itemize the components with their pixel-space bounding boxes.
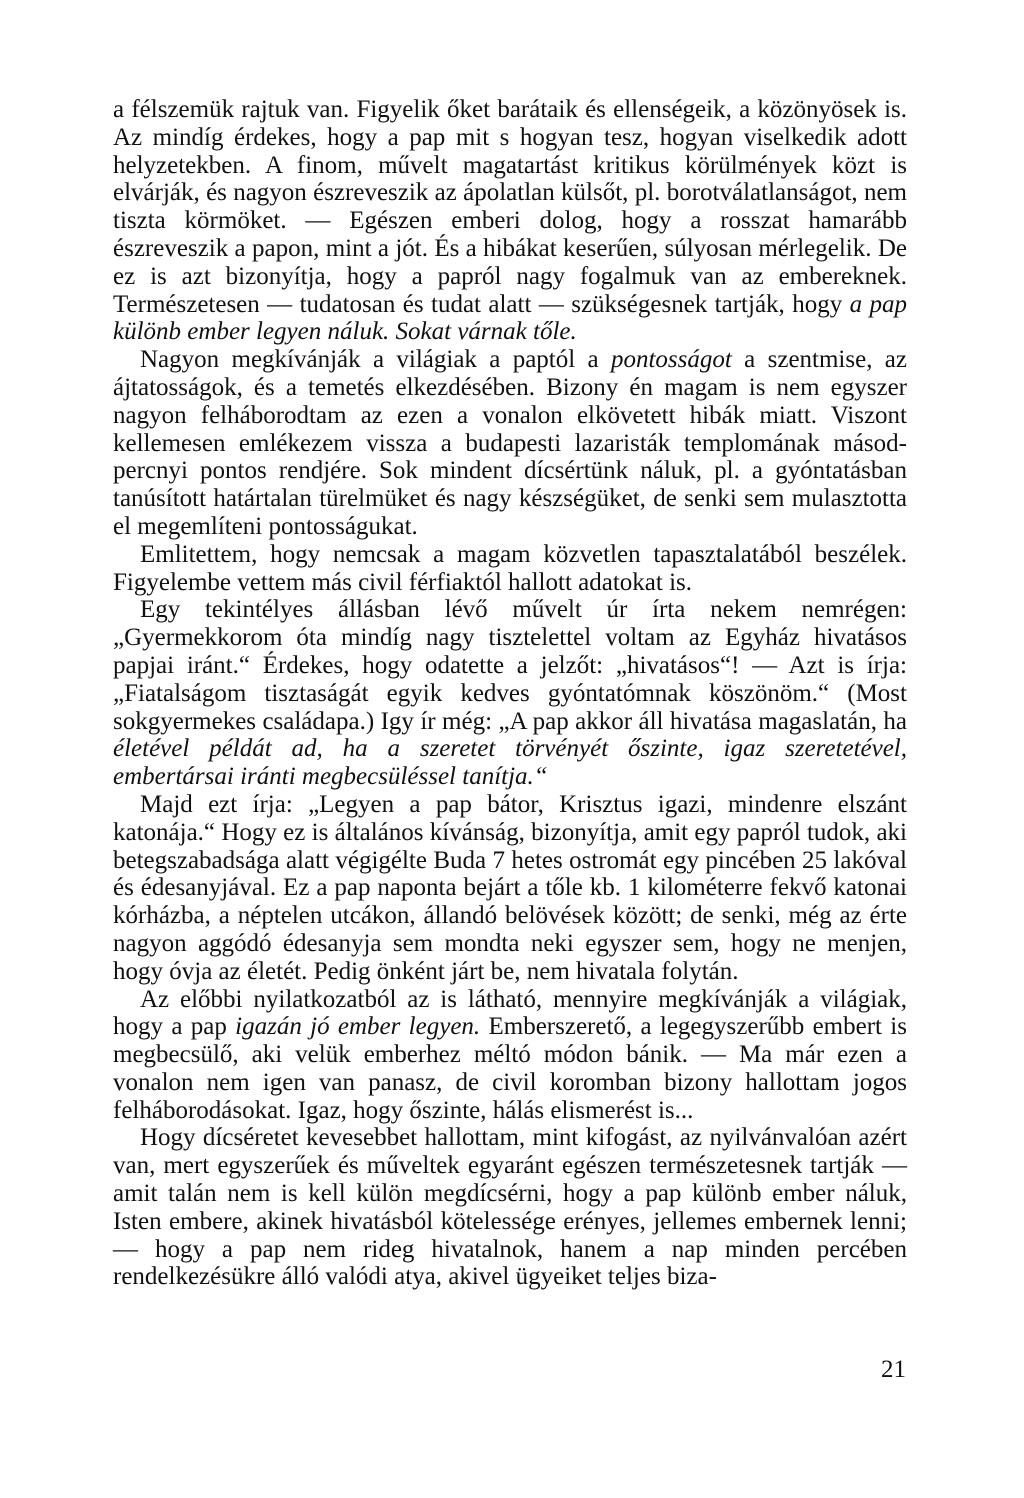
paragraph [113, 346, 907, 541]
page-body [113, 96, 907, 1291]
text-run: Majd ezt írja: „Legyen a pap bátor, Krisztus igazi, mindenre elszánt katonája.“ Hogy ez is általános kívánság, bizonyítja, amit egy papról tudok, aki betegszabadsága alatt végigélte Buda 7 hetes ostromát egy pincében 25 lakóval és édesanyjával. Ez a pap naponta bejárt a tőle kb. 1 kilométerre fekvő katonai kórházba, a néptelen utcákon, állandó belövések között; de senki, még az érte nagyon aggódó édesanyja sem mondta neki egyszer sem, hogy ne menjen, hogy óvja az életét. Pedig önként járt be, nem hivatala folytán. [113, 790, 907, 985]
paragraph [113, 1124, 907, 1291]
italic-run: igazán jó ember legyen. [235, 1013, 481, 1041]
text-run: Emlitettem, hogy nemcsak a magam közvetlen tapasztalatából beszélek. Figyelembe vettem más civil férfiaktól hallott adatokat is. [113, 540, 907, 596]
italic-run: életével példát ad, ha a szeretet törvényét őszinte, igaz szeretetével, embertársai iránti megbecsüléssel tanítja.“ [113, 735, 907, 791]
text-run: a szentmise, az ájtatosságok, és a temetés elkezdésében. Bizony én magam is nem egyszer nagyon felháborodtam az ezen a vonalon elkövetett hibák miatt. Viszont kellemesen emlékezem vissza a budapesti lazaristák templomának másodpercnyi pontos rendjére. Sok mindent dícsértünk náluk, pl. a gyóntatásban tanúsított határtalan türelmüket és nagy készségüket, de senki sem mulasztotta el megemlíteni pontosságukat. [113, 346, 907, 540]
text-run: Nagyon megkívánják a világiak a paptól a [140, 346, 611, 374]
italic-run: a pap különb ember legyen náluk. Sokat várnak tőle. [113, 290, 907, 346]
text-run: Emberszerető, a legegyszerűbb embert is megbecsülő, aki velük emberhez méltó módon bánik. — Ma már ezen a vonalon nem igen van panasz, de civil koromban bizony hallottam jogos felháborodásokat. Igaz, hogy őszinte, hálás elismerést is... [113, 1013, 907, 1124]
paragraph [113, 986, 907, 1125]
paragraph [113, 791, 907, 986]
paragraph [113, 596, 907, 791]
paragraph [113, 541, 907, 597]
paragraph [113, 96, 907, 346]
body-text [113, 96, 907, 1291]
text-run: a félszemük rajtuk van. Figyelik őket barátaik és ellenségeik, a közönyösek is. Az mindíg érdekes, hogy a pap mit s hogyan tesz, hogyan viselkedik adott helyzetekben. A finom, művelt magatartást kritikus körülmények közt is elvárják, és nagyon észreveszik az ápolatlan külsőt, pl. borotválatlanságot, nem tiszta körmöket. — Egészen emberi dolog, hogy a rosszat hamarább észreveszik a papon, mint a jót. És a hibákat keserűen, súlyosan mérlegelik. De ez is azt bizonyítja, hogy a papról nagy fogalmuk van az embereknek. Természetesen — tudatosan és tudat alatt — szükségesnek tartják, hogy [113, 96, 907, 318]
text-run: Az előbbi nyilatkozatból az is látható, mennyire megkívánják a világiak, hogy a pap [113, 985, 907, 1041]
page-number: 21 [881, 1356, 906, 1383]
text-run: Egy tekintélyes állásban lévő művelt úr írta nekem nemrégen: „Gyermekkorom óta mindíg nagy tisztelettel voltam az Egyház hivatásos papjai iránt.“ Érdekes, hogy odatette a jelzőt: „hivatásos“! — Azt is írja: „Fiatalságom tisztaságát egyik kedves gyóntatómnak köszönöm.“ (Most sokgyermekes családapa.) Igy ír még: „A pap akkor áll hivatása magaslatán, ha [113, 596, 907, 735]
text-run: Hogy dícséretet kevesebbet hallottam, mint kifogást, az nyilvánvalóan azért van, mert egyszerűek és műveltek egyaránt egészen természetesnek tartják — amit talán nem is kell külön megdícsérni, hogy a pap különb ember náluk, Isten embere, akinek hivatásból kötelessége erényes, jellemes embernek lenni; — hogy a pap nem rideg hivatalnok, hanem a nap minden percében rendelkezésükre álló valódi atya, akivel ügyeiket teljes biza- [113, 1124, 907, 1291]
italic-run: pontosságot [610, 346, 732, 374]
